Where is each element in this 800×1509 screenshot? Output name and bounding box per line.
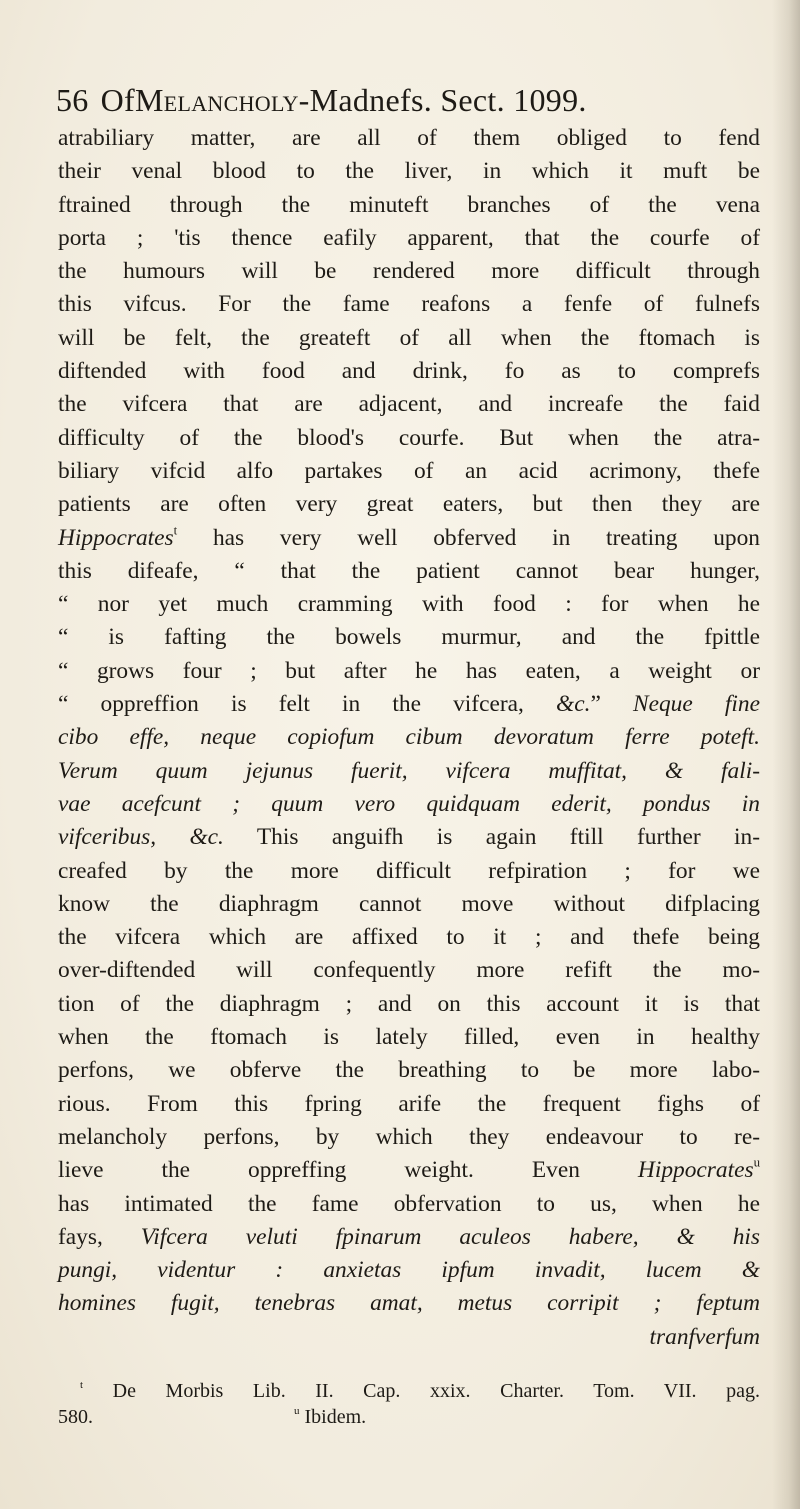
text-line (58, 1287, 760, 1320)
text-line (58, 755, 760, 788)
author-name: Hippocrates (58, 524, 174, 551)
page-edge-shadow (772, 0, 800, 1509)
text-line (58, 522, 760, 555)
text-line: ftrained through the minuteft branches of the vena (58, 191, 760, 218)
header-title-suffix: -Madnefs. (298, 82, 432, 118)
text-run: has very well obferved in treating upon (177, 524, 760, 551)
footnote-u (58, 1404, 760, 1430)
text-line (58, 721, 760, 754)
text-run: has intimated the fame obfervation to us, when he (58, 1190, 760, 1217)
text-line: biliary vifcid alfo partakes of an acid acrimony, thefe (58, 457, 760, 484)
section-number: Sect. 1099. (440, 82, 587, 118)
text-line: this difeafe, “ that the patient cannot bear hunger, (58, 557, 760, 584)
text-line (58, 1254, 760, 1287)
latin-text: pungi, videntur : anxietas ipfum invadit, lucem & (58, 1257, 760, 1284)
footnote-mark: t (80, 1379, 84, 1392)
text-line (58, 788, 760, 821)
author-name: Hippocrates (637, 1157, 754, 1184)
page-number: 56 (56, 82, 89, 118)
text-line: difficulty of the blood's courfe. But when the atra- (58, 424, 760, 451)
text-line: “ is fafting the bowels murmur, and the fpittle (58, 624, 760, 651)
text-line: atrabiliary matter, are all of them obliged to fend (58, 125, 760, 151)
footnote-ref: t (173, 523, 178, 538)
latin-text: vae acefcunt ; quum vero quidquam ederit, pondus in (58, 790, 760, 817)
text-run: lieve the oppreffing weight. Even (58, 1157, 638, 1184)
text-line: “ grows four ; but after he has eaten, a weight or (58, 657, 760, 684)
text-run: fays, (58, 1223, 141, 1250)
text-line: tion of the diaphragm ; and on this account it is that (58, 990, 760, 1017)
footnote-page-continuation: 580. (58, 1406, 93, 1428)
text-line (58, 1154, 760, 1187)
text-line: when the ftomach is lately filled, even in healthy (58, 1024, 760, 1051)
latin-text: homines fugit, tenebras amat, metus corripit ; feptum (58, 1290, 760, 1317)
text-line (58, 821, 760, 854)
latin-text: tranfverfum (649, 1323, 760, 1350)
text-line (58, 688, 760, 721)
text-line: “ nor yet much cramming with food : for when he (58, 591, 760, 618)
text-line: diftended with food and drink, fo as to comprefs (58, 358, 760, 385)
footnote-t (58, 1378, 760, 1404)
text-line: rious. From this fpring arife the frequent fighs of (58, 1090, 760, 1117)
text-run: ” (590, 691, 633, 718)
text-line (58, 1321, 760, 1354)
body-text (58, 122, 760, 1354)
footnote-text: Ibidem. (304, 1406, 367, 1428)
text-line: will be felt, the greateft of all when the ftomach is (58, 324, 760, 351)
text-line: the vifcera that are adjacent, and increafe the faid (58, 391, 760, 418)
footnote-mark: u (294, 1405, 300, 1418)
text-line: the humours will be rendered more difficult through (58, 258, 760, 285)
text-line: creafed by the more difficult refpiration ; for we (58, 857, 760, 884)
latin-text: cibo effe, neque copiofum cibum devoratum ferre poteft. (58, 724, 760, 751)
latin-text: vifceribus, &c. (58, 824, 224, 851)
text-line: the vifcera which are affixed to it ; and thefe being (58, 924, 760, 951)
text-line: porta ; 'tis thence eafily apparent, that the courfe of (58, 224, 760, 251)
text-line: their venal blood to the liver, in which it muft be (58, 158, 760, 185)
latin-text: Verum quum jejunus fuerit, vifcera muffitat, & fali- (58, 757, 760, 784)
text-line: melancholy perfons, by which they endeavour to re- (58, 1123, 760, 1150)
latin-text: &c. (556, 691, 591, 718)
footnote-text: De Morbis Lib. II. Cap. xxix. Charter. Tom. VII. pag. (112, 1380, 761, 1402)
footnotes (58, 1378, 760, 1430)
text-run: This anguifh is again ftill further in- (223, 824, 760, 851)
header-title-prefix: Of (100, 82, 135, 118)
running-header (56, 75, 776, 125)
text-line: know the diaphragm cannot move without difplacing (58, 890, 760, 917)
latin-text: Vifcera veluti fpinarum aculeos habere, & his (140, 1223, 760, 1250)
text-line (58, 1188, 760, 1221)
text-line: perfons, we obferve the breathing to be more labo- (58, 1057, 760, 1084)
text-line: this vifcus. For the fame reafons a fenfe of fulnefs (58, 291, 760, 318)
latin-text: Neque fine (633, 691, 760, 718)
header-title-smallcaps: Melancholy (134, 82, 299, 118)
text-line: patients are often very great eaters, but then they are (58, 491, 760, 518)
text-line: over-diftended will confequently more refift the mo- (58, 957, 760, 984)
text-run: “ oppreffion is felt in the vifcera, (58, 691, 557, 718)
footnote-ref: u (753, 1155, 760, 1170)
text-line (58, 1221, 760, 1254)
